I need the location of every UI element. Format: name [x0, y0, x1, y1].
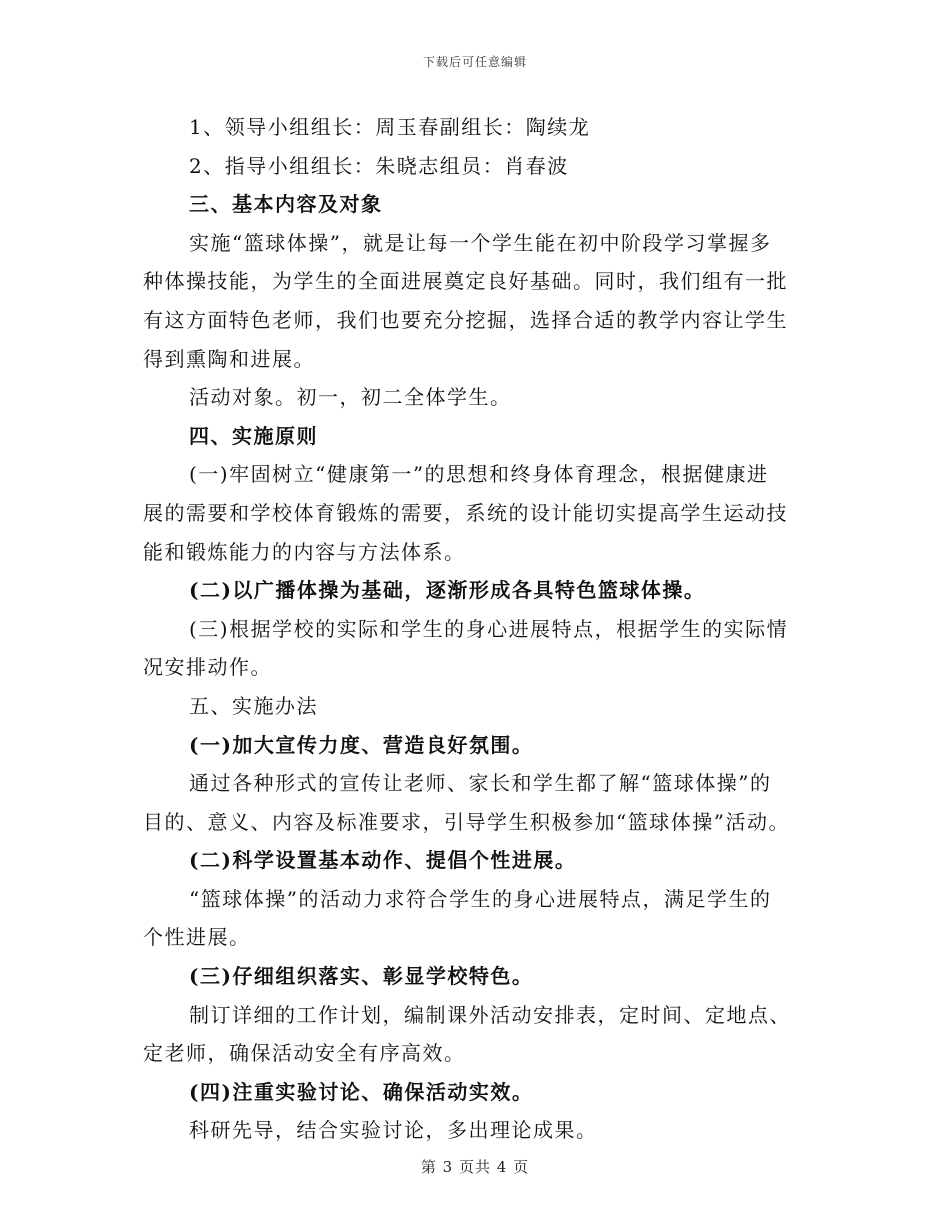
text-line: 有这方面特色老师，我们也要充分挖掘，选择合适的教学内容让学生 [143, 307, 788, 332]
text-line: 况安排动作。 [143, 655, 272, 680]
text-line: 定老师，确保活动安全有序高效。 [143, 1041, 466, 1066]
text-line: 三、基本内容及对象 [189, 192, 383, 217]
text-line: 得到熏陶和进展。 [143, 346, 315, 371]
text-line: 四、实施原则 [189, 423, 318, 448]
paragraph [143, 1111, 813, 1150]
text-line: (三)根据学校的实际和学生的身心进展特点，根据学生的实际情 [189, 616, 789, 641]
section-heading [143, 571, 813, 610]
paragraph [143, 764, 813, 841]
text-line: (一)加大宣传力度、营造良好氛围。 [189, 732, 534, 757]
section-heading [143, 185, 813, 224]
text-line: 五、实施办法 [189, 693, 318, 718]
text-line: 通过各种形式的宣传让老师、家长和学生都了解“篮球体操”的 [189, 771, 772, 796]
section-heading [143, 1073, 813, 1112]
page-footer: 第 3 页共 4 页 [420, 1158, 530, 1176]
text-line: 1、领导小组组长：周玉春副组长：陶续龙 [189, 115, 591, 139]
paragraph [143, 108, 813, 147]
text-line: “篮球体操”的活动力求符合学生的身心进展特点，满足学生的 [189, 886, 772, 911]
paragraph [143, 224, 813, 378]
paragraph [143, 378, 813, 417]
text-line: (二)科学设置基本动作、提倡个性进展。 [189, 848, 577, 873]
section-heading [143, 726, 813, 765]
text-line: 个性进展。 [143, 925, 251, 950]
text-line: 2、指导小组组长：朱晓志组员：肖春波 [189, 153, 569, 178]
section-heading [143, 957, 813, 996]
text-line: 科研先导，结合实验讨论，多出理论成果。 [189, 1118, 598, 1143]
text-line: 能和锻炼能力的内容与方法体系。 [143, 539, 466, 564]
paragraph [143, 996, 813, 1073]
text-line: (三)仔细组织落实、彰显学校特色。 [189, 964, 534, 989]
text-line: (二)以广播体操为基础，逐渐形成各具特色篮球体操。 [189, 578, 706, 603]
text-line: 展的需要和学校体育锻炼的需要，系统的设计能切实提高学生运动技 [143, 500, 788, 525]
text-line: (四)注重实验讨论、确保活动实效。 [189, 1079, 534, 1104]
page-header: 下载后可任意编辑 [422, 55, 527, 69]
paragraph [143, 610, 813, 687]
text-line: 活动对象。初一，初二全体学生。 [189, 385, 512, 410]
text-line: 制订详细的工作计划，编制课外活动安排表，定时间、定地点、 [189, 1002, 791, 1027]
section-heading [143, 841, 813, 880]
text-line: 实施“篮球体操”，就是让每一个学生能在初中阶段学习掌握多 [189, 230, 772, 255]
paragraph [143, 687, 813, 726]
text-line: 目的、意义、内容及标准要求，引导学生积极参加“篮球体操”活动。 [143, 809, 790, 834]
text-line: (一)牢固树立“健康第一”的思想和终身体育理念，根据健康进 [189, 462, 769, 487]
paragraph [143, 147, 813, 186]
paragraph [143, 455, 813, 571]
section-heading [143, 417, 813, 456]
document-body [143, 108, 813, 1150]
paragraph [143, 880, 813, 957]
text-line: 种体操技能，为学生的全面进展奠定良好基础。同时，我们组有一批 [143, 269, 788, 294]
